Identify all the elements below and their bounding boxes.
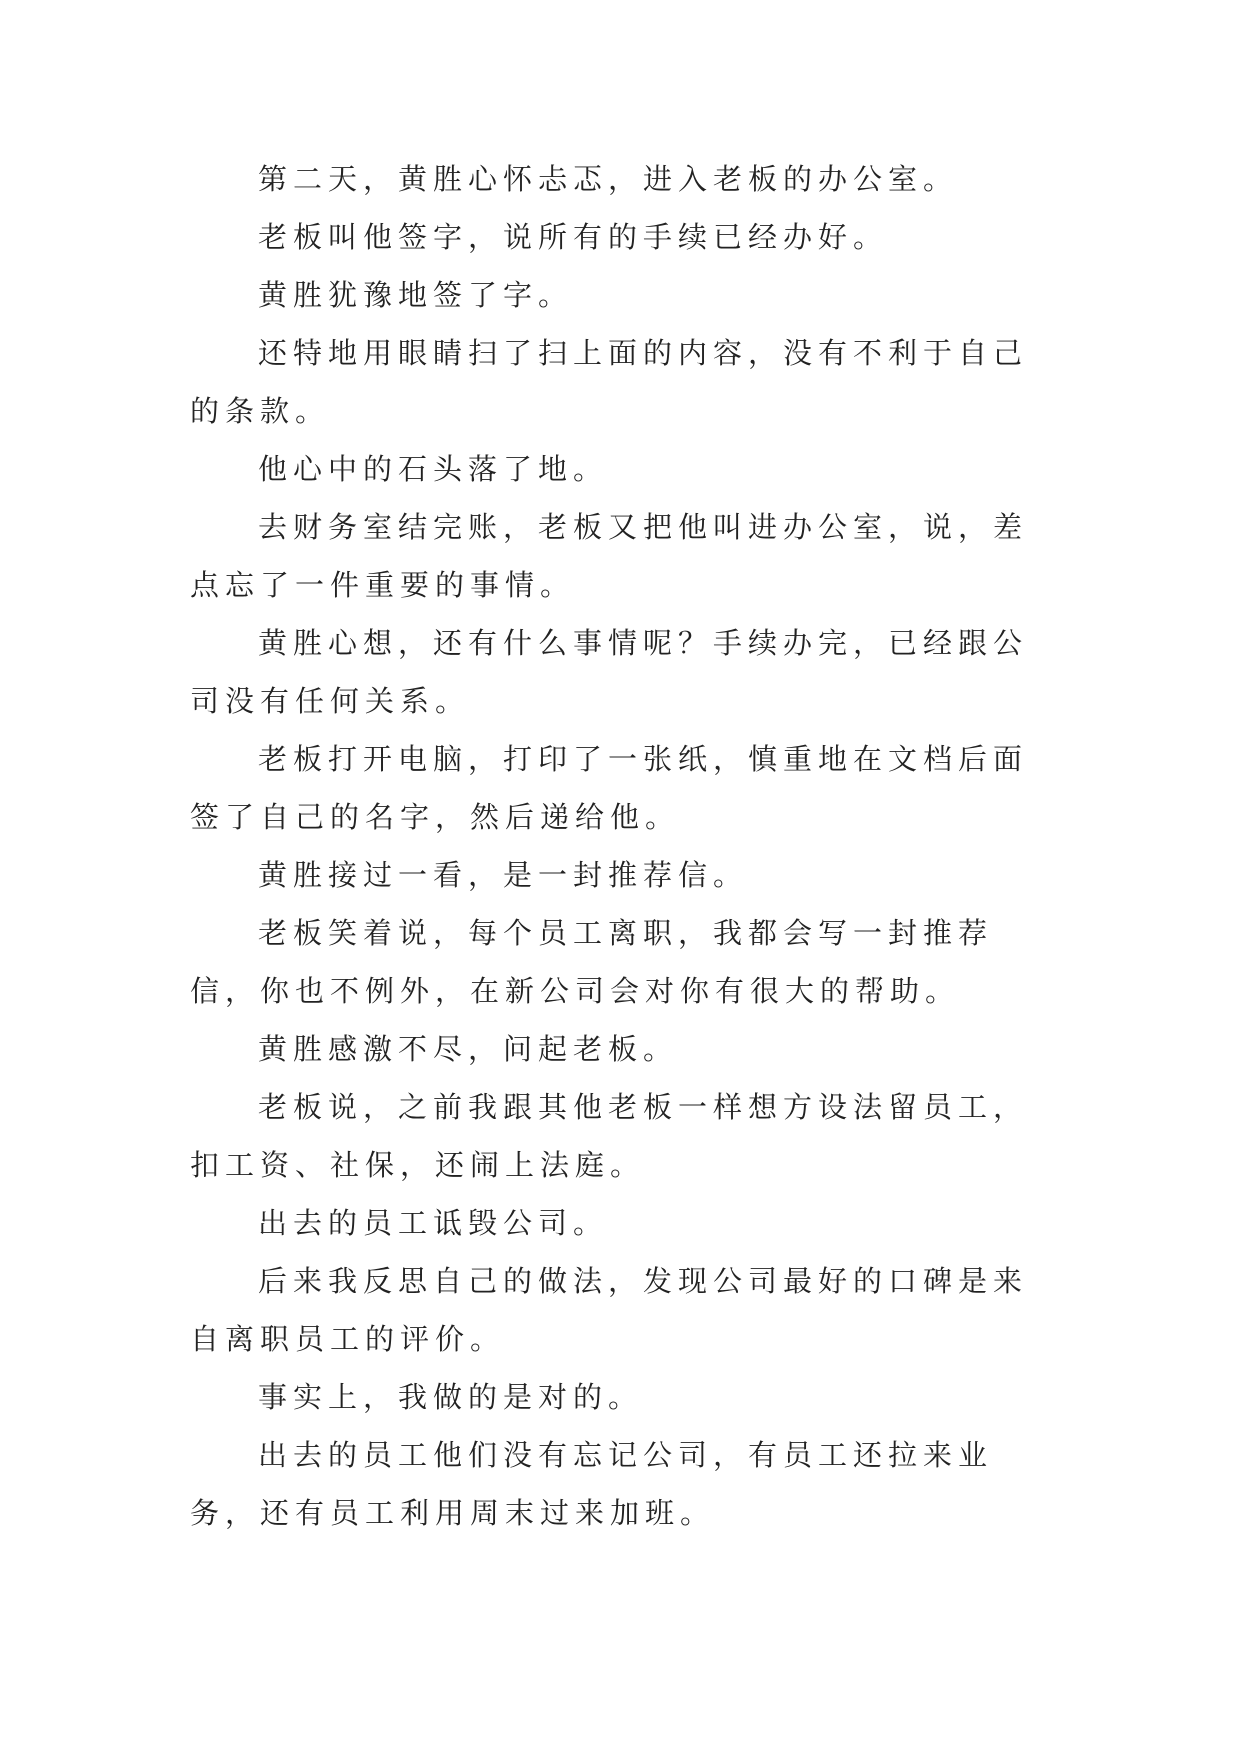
paragraph: 第二天，黄胜心怀忐忑，进入老板的办公室。 [258, 162, 959, 196]
paragraph: 还特地用眼睛扫了扫上面的内容，没有不利于自己的条款。 [190, 336, 1029, 428]
paragraph: 老板叫他签字，说所有的手续已经办好。 [258, 220, 889, 254]
paragraph: 他心中的石头落了地。 [258, 452, 609, 486]
paragraph: 事实上，我做的是对的。 [258, 1380, 644, 1414]
paragraph: 老板笑着说，每个员工离职，我都会写一封推荐信，你也不例外，在新公司会对你有很大的帮助。 [190, 916, 994, 1008]
paragraph: 出去的员工他们没有忘记公司，有员工还拉来业务，还有员工利用周末过来加班。 [190, 1438, 994, 1530]
paragraph: 老板打开电脑，打印了一张纸，慎重地在文档后面签了自己的名字，然后递给他。 [190, 742, 1029, 834]
paragraph: 黄胜接过一看，是一封推荐信。 [258, 858, 749, 892]
paragraph: 黄胜心想，还有什么事情呢？手续办完，已经跟公司没有任何关系。 [190, 626, 1029, 718]
paragraph: 黄胜感激不尽，问起老板。 [258, 1032, 679, 1066]
document-body [190, 150, 1060, 1542]
paragraph: 出去的员工诋毁公司。 [258, 1206, 609, 1240]
paragraph: 去财务室结完账，老板又把他叫进办公室，说，差点忘了一件重要的事情。 [190, 510, 1029, 602]
paragraph: 老板说，之前我跟其他老板一样想方设法留员工，扣工资、社保，还闹上法庭。 [190, 1090, 1029, 1182]
paragraph: 后来我反思自己的做法，发现公司最好的口碑是来自离职员工的评价。 [190, 1264, 1029, 1356]
paragraph: 黄胜犹豫地签了字。 [258, 278, 574, 312]
